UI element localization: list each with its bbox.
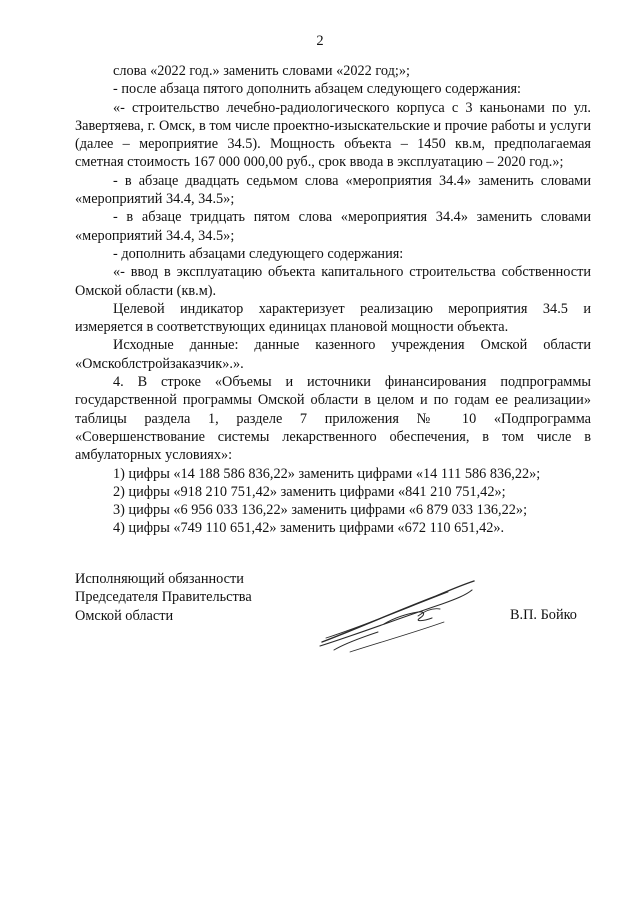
paragraph: Исходные данные: данные казенного учреждения Омской области «Омскоблстройзаказчик».». bbox=[75, 337, 591, 372]
signer-position-line-2: Председателя Правительства bbox=[75, 589, 252, 606]
handwritten-signature bbox=[314, 578, 484, 660]
paragraph: «- ввод в эксплуатацию объекта капитального строительства собственности Омской области (кв.м). bbox=[75, 264, 591, 299]
paragraph: - в абзаце тридцать пятом слова «мероприятия 34.4» заменить словами «мероприятий 34.4, 34.5»; bbox=[75, 209, 591, 244]
signature-block bbox=[75, 570, 252, 625]
signer-name: В.П. Бойко bbox=[510, 607, 577, 623]
paragraph: - дополнить абзацами следующего содержания: bbox=[113, 245, 404, 262]
paragraph: 3) цифры «6 956 033 136,22» заменить цифрами «6 879 033 136,22»; bbox=[113, 502, 528, 519]
signer-position-line-3: Омской области bbox=[75, 607, 174, 624]
paragraph: - после абзаца пятого дополнить абзацем следующего содержания: bbox=[113, 81, 522, 98]
paragraph: - в абзаце двадцать седьмом слова «мероприятия 34.4» заменить словами «мероприятий 34.4, 34.5»; bbox=[75, 172, 591, 208]
paragraph: 1) цифры «14 188 586 836,22» заменить цифрами «14 111 586 836,22»; bbox=[113, 465, 541, 482]
paragraph: слова «2022 год.» заменить словами «2022 год;»; bbox=[113, 63, 411, 79]
paragraph: 4) цифры «749 110 651,42» заменить цифрами «672 110 651,42». bbox=[113, 520, 505, 537]
document-body bbox=[75, 62, 591, 538]
paragraph: «- строительство лечебно-радиологического корпуса с 3 каньонами по ул. Завертяева, г. Омск, в том числе проектно-изыскательские и прочие работы и услуги (далее – мероприятие 34.5). Мощность объекта – 1450 кв.м, предполагаемая сметная стоимость 167 000 000,00 руб., срок ввода в эксплуатацию – 2020 год.»; bbox=[75, 99, 591, 171]
page-number: 2 bbox=[316, 33, 324, 49]
paragraph: Целевой индикатор характеризует реализацию мероприятия 34.5 и измеряется в соответствующих единицах плановой мощности объекта. bbox=[75, 300, 591, 336]
signer-position-line-1: Исполняющий обязанности bbox=[75, 571, 244, 587]
paragraph: 2) цифры «918 210 751,42» заменить цифрами «841 210 751,42»; bbox=[113, 483, 506, 500]
paragraph: 4. В строке «Объемы и источники финансирования подпрограммы государственной программы Омской области в целом и по годам ее реализации» таблицы раздела 1, разделе 7 приложения № 10 «Подпрограмма «Совершенствование системы лекарственного обеспечения, в том числе в амбулаторных условиях»: bbox=[75, 374, 591, 464]
